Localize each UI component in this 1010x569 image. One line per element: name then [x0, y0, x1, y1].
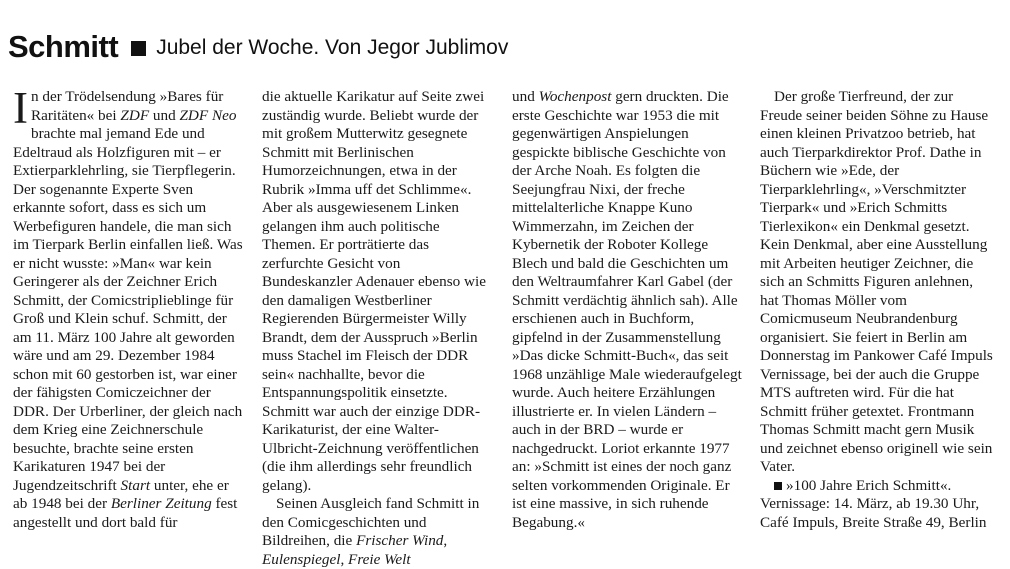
- event-info-date: Vernissage: 14. März, ab 19.30 Uhr,: [760, 495, 980, 512]
- text-column-4: [760, 88, 994, 531]
- paragraph: die aktuelle Karikatur auf Seite zwei zuständig wurde. Beliebt wurde der mit großem Mutterwitz gesegnete Schmitt mit Berlinischen Humorzeichnungen, etwa in der Rubrik »Imma uff det Schlimme«. Aber als ausgewiesenem Linken gelangen ihm auch politische Themen. Er porträtierte das zerfurchte Gesicht von Bundeskanzler Adenauer ebenso wie den damaligen Westberliner Regierenden Bürgermeister Willy Brandt, dem der Ausspruch »Berlin muss Stachel im Fleisch der DDR sein« nachhallte, bevor die Entspannungspolitik einsetzte. Schmitt war auch der einzige DDR-Karikaturist, der eine Walter-Ulbricht-Zeichnung veröffentlichen (die ihm allerdings sehr freundlich gelang).: [262, 88, 486, 494]
- paragraph: Seinen Ausgleich fand Schmitt in den Comicgeschichten und Bildreihen, die Frischer Wind, Eulenspiegel, Freie Welt: [262, 495, 480, 568]
- black-square-icon: [131, 41, 146, 56]
- text-column-2: [262, 88, 492, 568]
- kicker-title: Schmitt: [8, 29, 119, 64]
- text-column-1: [13, 83, 243, 531]
- paragraph: I n der Trödelsendung »Bares für Raritäten« bei ZDF und ZDF Neo brachte mal jemand Ede und Edeltraud als Holzfiguren mit – er Extierparklehrling, sie Tierpflegerin. Der sogenannte Experte Sven erkannte sofort, dass es sich um Werbefiguren handele, die man sich im Tierpark Berlin einfallen ließ. Was er nicht wusste: »Man« war kein Geringerer als der Zeichner Erich Schmitt, der Comicstriplieblinge für Groß und Klein schuf. Schmitt, der am 11. März 100 Jahre alt geworden wäre und am 29. Dezember 1984 schon mit 60 gestorben ist, war einer der fähigsten Comiczeichner der DDR. Der Urberliner, der gleich nach dem Krieg eine Zeichnerschule besuchte, brachte seine ersten Karikaturen 1947 bei der Jugendzeitschrift Start unter, ehe er ab 1948 bei der Berliner Zeitung fest angestellt und dort bald für: [13, 83, 243, 531]
- event-info-venue: Café Impuls, Breite Straße 49, Berlin: [760, 513, 987, 531]
- black-square-icon: [774, 482, 782, 490]
- paragraph: und Wochenpost gern druckten. Die erste Geschichte war 1953 die mit gegenwärtigen Anspielungen gespickte biblische Geschichte von der Arche Noah. Es folgten die Seejungfrau Nixi, der freche mittelalterliche Knappe Kuno Wimmerzahn, im Zeichen der Kybernetik der Roboter Kollege Blech und bald die Geschichten um den Weltraumfahrer Karl Gabel (der Schmitt verdächtig ähnlich sah). Alle erschienen auch in Buchform, gipfelnd in der Zusammenstellung »Das dicke Schmitt-Buch«, das seit 1968 unzählige Male wiederaufgelegt wurde. Auch heitere Erzählungen illustrierte er. In vielen Ländern – auch in der BRD – wurde er nachgedruckt. Loriot erkannte 1977 an: »Schmitt ist eines der noch ganz selten vorkommenden Originale. Er ist eine massive, in sich ruhende Begabung.«: [512, 88, 742, 531]
- paragraph: Der große Tierfreund, der zur Freude seiner beiden Söhne zu Hause einen kleinen Privatzoo betrieb, hat auch Tierparkdirektor Prof. Dathe in Büchern wie »Ede, der Tierparklehrling«, »Verschmitzter Tierpark« und »Erich Schmitts Tierlexikon« ein Denkmal gesetzt. Kein Denkmal, aber eine Ausstellung mit Arbeiten heutiger Zeichner, die sich an Schmitts Figuren anlehnen, hat Thomas Möller vom Comicmuseum Neubrandenburg organisiert. Sie feiert in Berlin am Donnerstag im Pankower Café Impuls Vernissage, bei der auch die Gruppe MTS auftreten wird. Für die hat Schmitt früher getextet. Frontmann Thomas Schmitt macht gern Musik und zeichnet ebenso originell wie sein Vater.: [760, 88, 993, 475]
- drop-cap: I: [13, 83, 28, 133]
- exhibition-title: »100 Jahre Erich Schmitt«.: [760, 477, 994, 496]
- article-subtitle: Jubel der Woche. Von Jegor Jublimov: [156, 36, 509, 59]
- article-header: [8, 26, 508, 68]
- text-column-3: [512, 88, 744, 531]
